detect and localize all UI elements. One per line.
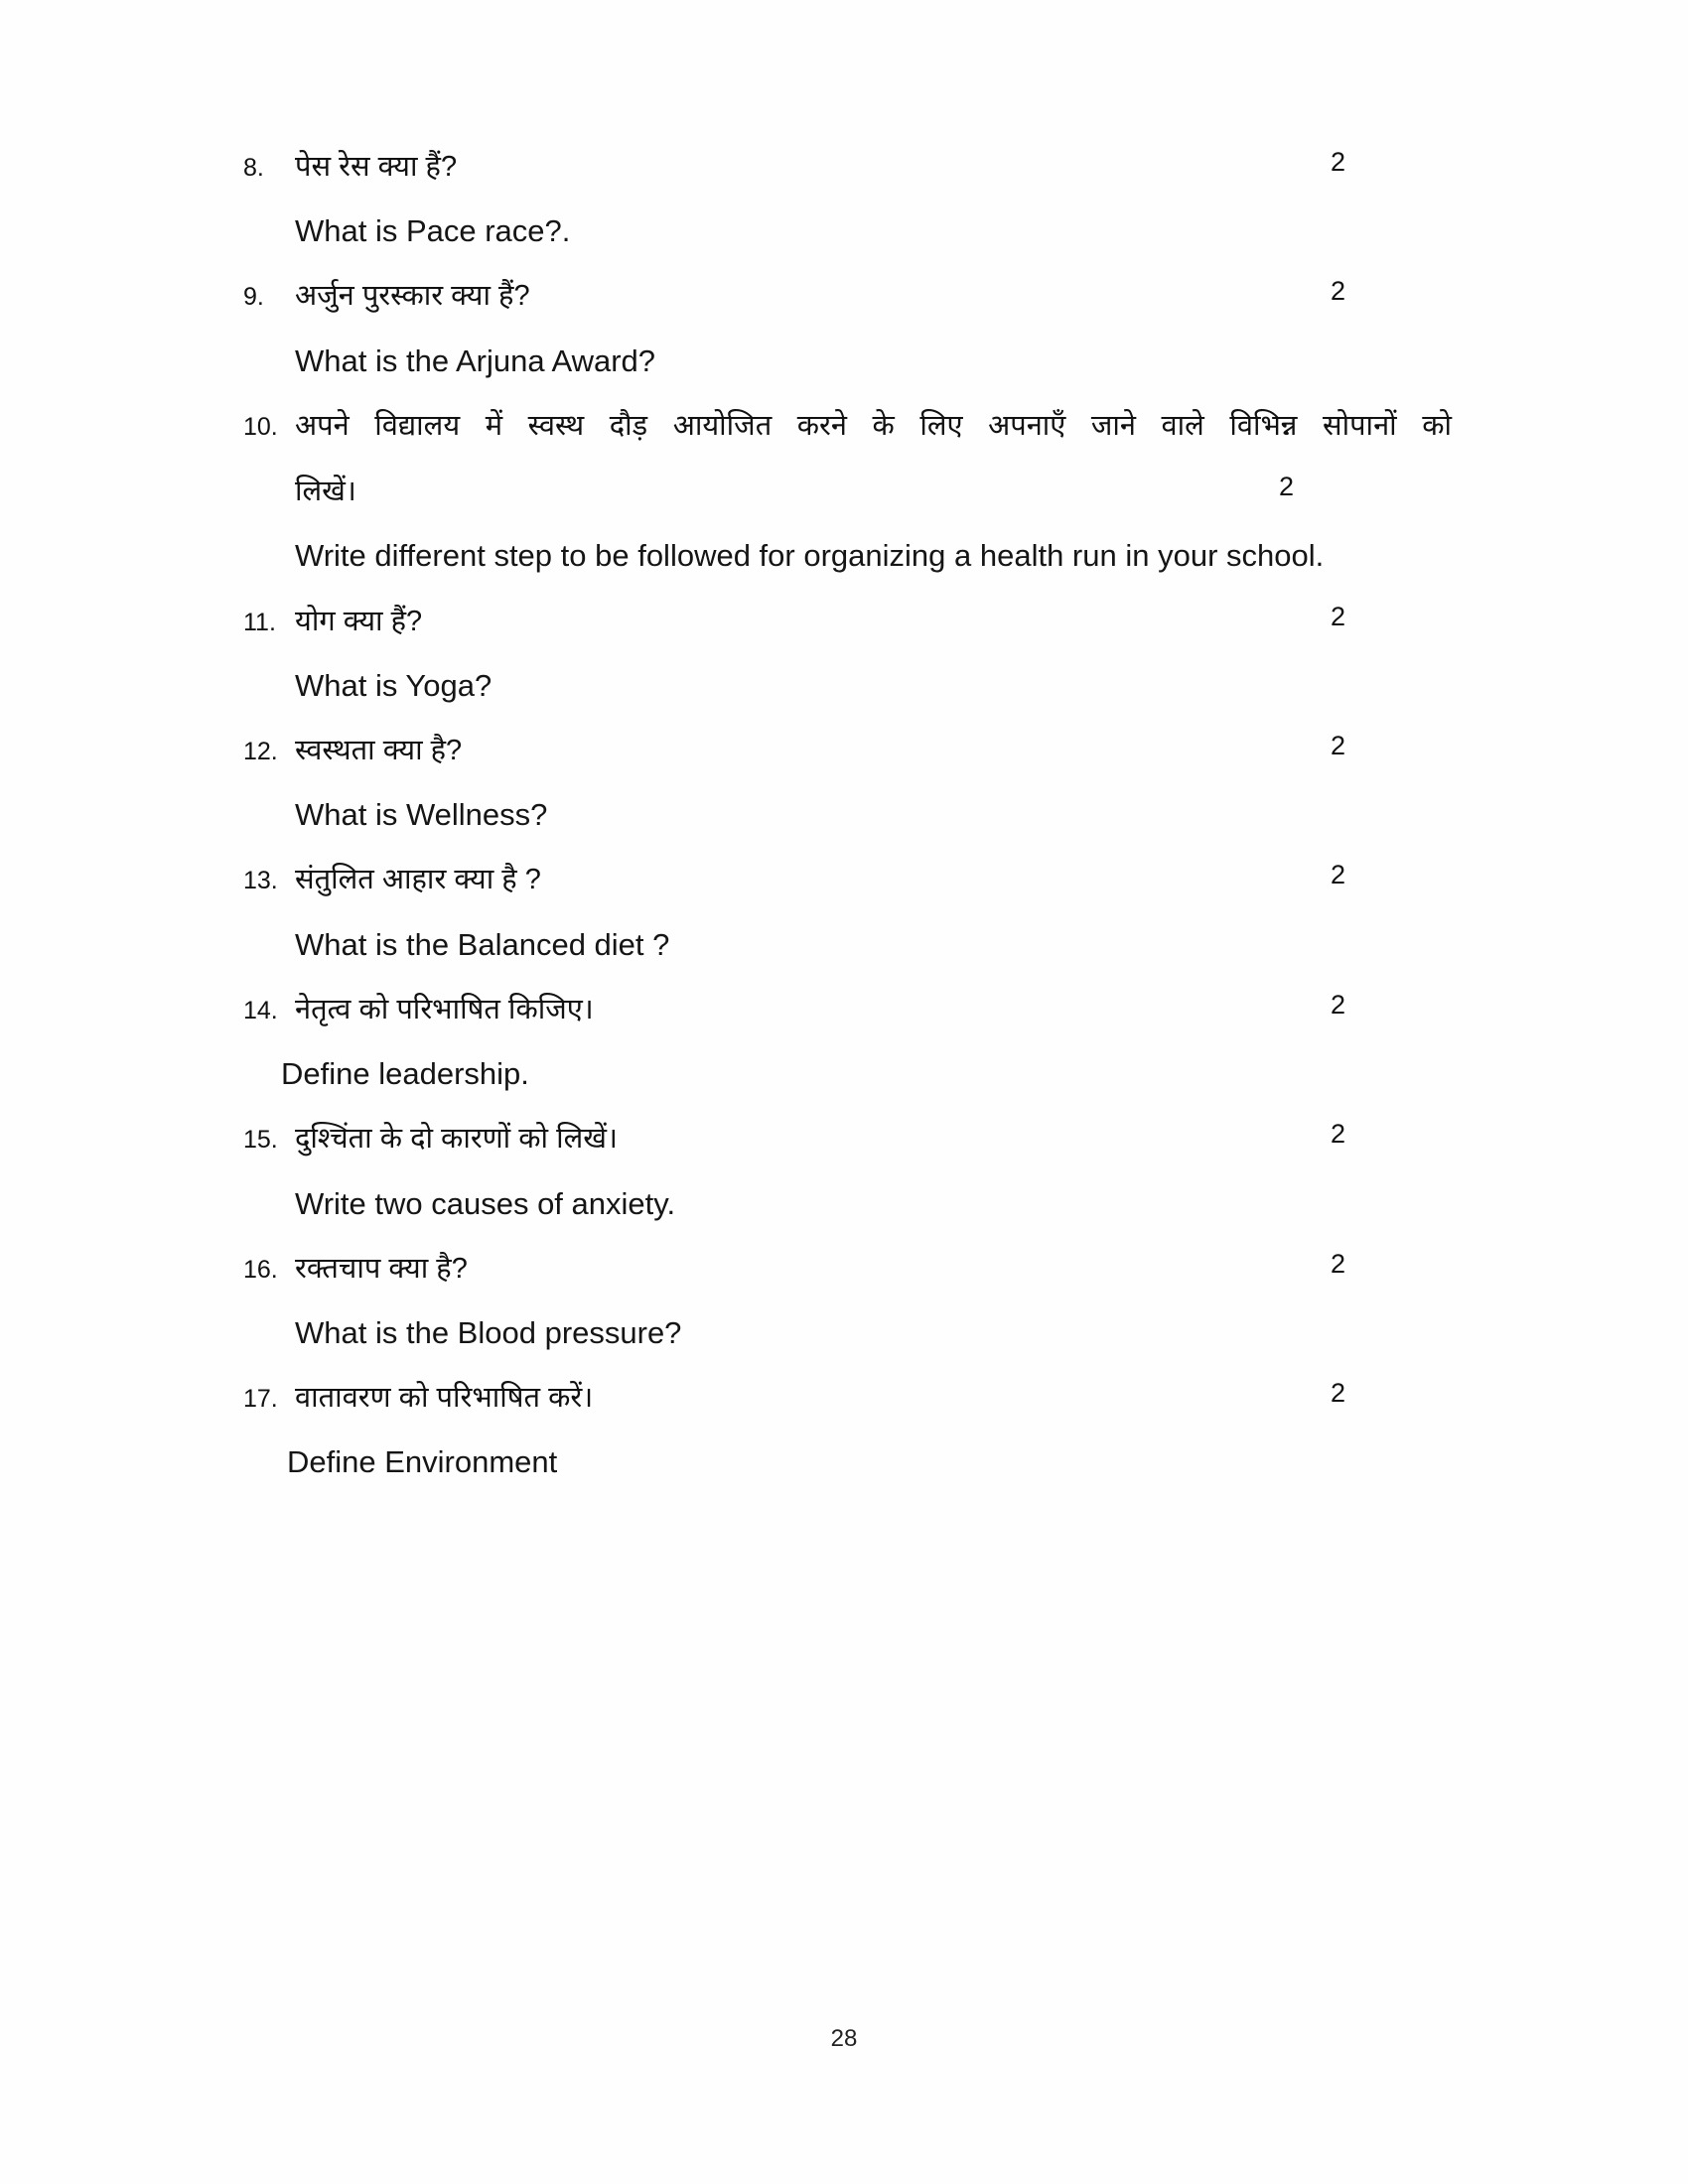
question-number: 12. <box>243 738 278 765</box>
question-english-line <box>243 1314 1484 1351</box>
question-english-line <box>243 667 1484 704</box>
question-marks: 2 <box>1279 472 1295 502</box>
question-english-text: Write two causes of anxiety. <box>295 1185 676 1221</box>
question-number: 16. <box>243 1255 278 1284</box>
question-hindi-line <box>243 278 1484 314</box>
question-number: 17. <box>243 1385 278 1414</box>
question-english-line <box>243 926 1484 963</box>
question-hindi-text: वातावरण को परिभाषित करें। <box>295 1382 594 1415</box>
question-item <box>243 733 1484 833</box>
question-marks: 2 <box>1331 860 1346 890</box>
question-hindi-line <box>243 408 1484 444</box>
question-hindi-text-continued: लिखें। <box>295 476 356 508</box>
question-english-line <box>243 1055 1484 1092</box>
question-marks: 2 <box>1331 1119 1346 1150</box>
question-hindi-line <box>243 1380 1484 1416</box>
question-hindi-line <box>243 1121 1484 1157</box>
question-item <box>243 1248 1484 1351</box>
question-number: 8. <box>243 154 264 182</box>
page-number: 28 <box>830 2025 858 2052</box>
question-hindi-line <box>243 989 1484 1027</box>
question-marks: 2 <box>1331 1248 1346 1279</box>
question-marks: 2 <box>1331 147 1346 177</box>
question-english-text: Write different step to be followed for organizing a health run in your school. <box>295 538 1325 574</box>
question-item <box>243 149 1484 249</box>
question-marks: 2 <box>1331 989 1346 1020</box>
question-number: 14. <box>243 996 278 1024</box>
question-english-line <box>243 537 1484 574</box>
question-item <box>243 1380 1484 1480</box>
question-english-text: What is Wellness? <box>295 797 548 833</box>
question-number: 15. <box>243 1126 278 1155</box>
question-marks: 2 <box>1331 1378 1346 1409</box>
question-item <box>243 1121 1484 1221</box>
question-english-text: Define Environment <box>287 1444 558 1480</box>
question-hindi-text: अपने विद्यालय में स्वस्थ दौड़ आयोजित करने के लिए अपनाएँ जाने वाले विभिन्न सोपानों को <box>295 409 1452 442</box>
question-english-line <box>243 796 1484 833</box>
question-item <box>243 278 1484 378</box>
question-item <box>243 601 1484 704</box>
question-english-text: What is Yoga? <box>295 667 492 703</box>
question-hindi-text: दुश्चिंता के दो कारणों को लिखें। <box>295 1123 618 1156</box>
question-marks: 2 <box>1331 731 1346 760</box>
question-english-text: What is the Arjuna Award? <box>295 342 656 378</box>
question-number: 9. <box>243 283 264 312</box>
question-hindi-line <box>243 601 1484 639</box>
question-hindi-text: संतुलित आहार क्या है ? <box>295 864 541 896</box>
question-marks: 2 <box>1331 276 1346 307</box>
question-hindi-line <box>243 733 1484 768</box>
question-english-text: What is the Balanced diet ? <box>295 926 670 962</box>
question-hindi-line <box>243 1248 1484 1287</box>
question-hindi-text: नेतृत्व को परिभाषित किजिए। <box>295 993 594 1025</box>
question-item <box>243 989 1484 1092</box>
question-hindi-line <box>243 862 1484 897</box>
question-english-line <box>243 1443 1484 1480</box>
question-marks: 2 <box>1331 601 1346 631</box>
question-hindi-line <box>243 149 1484 185</box>
question-hindi-text: योग क्या हैं? <box>295 605 423 637</box>
question-item <box>243 408 1484 575</box>
question-hindi-line-2 <box>243 474 1484 509</box>
question-item <box>243 862 1484 962</box>
question-english-text: What is the Blood pressure? <box>295 1315 682 1350</box>
question-english-line <box>243 212 1484 249</box>
question-english-text: Define leadership. <box>281 1056 529 1092</box>
question-number: 13. <box>243 867 278 895</box>
question-hindi-text: अर्जुन पुरस्कार क्या हैं? <box>295 280 530 313</box>
question-english-text: What is Pace race?. <box>295 213 571 249</box>
question-list <box>243 149 1484 1481</box>
question-hindi-text: पेस रेस क्या हैं? <box>295 151 458 183</box>
question-english-line <box>243 1185 1484 1222</box>
question-number: 11. <box>243 608 276 636</box>
question-number: 10. <box>243 412 278 441</box>
question-english-line <box>243 342 1484 379</box>
question-hindi-text: स्वस्थता क्या है? <box>295 735 463 766</box>
question-hindi-text: रक्तचाप क्या है? <box>295 1252 468 1285</box>
